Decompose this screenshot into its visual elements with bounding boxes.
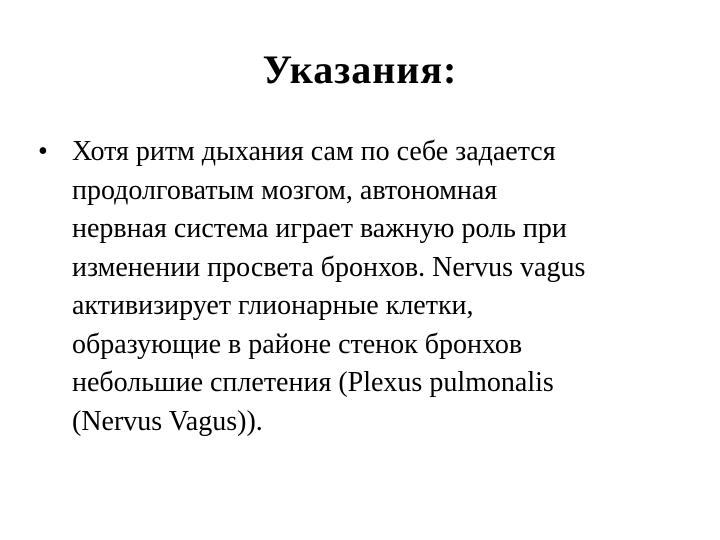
- bullet-text-line-8: (Nervus Vagus)).: [72, 405, 263, 437]
- bullet-item: [38, 133, 678, 441]
- bullet-text-line-6: образующие в районе стенок бронхов: [72, 328, 523, 360]
- bullet-text-line-5: активизирует глионарные клетки,: [72, 290, 474, 321]
- bullet-text-line-2: продолговатым мозгом, автономная: [72, 174, 498, 206]
- slide-title: Указания:: [262, 47, 458, 92]
- bullet-text-line-1: Хотя ритм дыхания сам по себе задается: [72, 136, 556, 167]
- bullet-text-line-4: изменении просвета бронхов. Nervus vagus: [72, 251, 586, 283]
- bullet-list: [38, 133, 678, 441]
- bullet-text-line-7: небольшие сплетения (Plexus pulmonalis: [72, 367, 554, 398]
- bullet-text-line-3: нервная система играет важную роль при: [72, 213, 567, 244]
- bullet-icon: •: [38, 136, 48, 167]
